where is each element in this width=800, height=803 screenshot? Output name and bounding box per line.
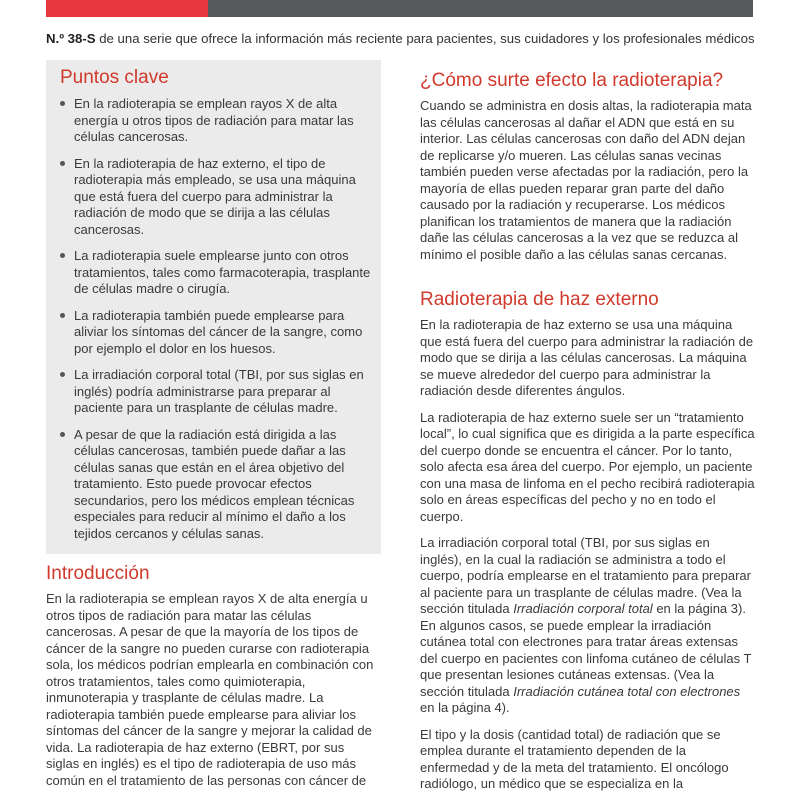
intro-heading: Introducción — [46, 563, 150, 584]
key-point-item — [60, 248, 372, 298]
section-reference-tbi: Irradiación corporal total — [513, 601, 653, 616]
bullet-icon — [60, 372, 65, 377]
key-point-text: La radioterapia suele emplearse junto con otros tratamientos, tales como farmacoterapia, trasplante de células madre o cirugía. — [74, 248, 371, 296]
bullet-icon — [60, 253, 65, 258]
key-point-text: A pesar de que la radiación está dirigida a las células cancerosas, también puede dañar a las células sanas que están en el área objetivo del tratamiento. Esto puede provocar efectos secundarios, pero los médicos emplean técnicas especiales para reducir al mínimo el daño a los tejidos cercanos y células sanas. — [74, 426, 355, 541]
how-it-works-paragraph: Cuando se administra en dosis altas, la radioterapia mata las células cancerosas al dañar el ADN que está en su interior. Las células cancerosas con daño del ADN dejan de replicarse y/o mueren. Las células sanas vecinas también pueden verse afectadas por la radiación, pero la mayoría de ellas pueden reparar gran parte del daño causado por la radiación y recuperarse. Los médicos planifican los tratamientos de manera que la radiación dañe las células cancerosas a la vez que se reduzca al mínimo el posible daño a las células sanas cercanas. — [420, 98, 752, 262]
external-beam-paragraph-1: En la radioterapia de haz externo se usa una máquina que está fuera del cuerpo para administrar la radiación de modo que se dirija a las células cancerosas. La máquina se mueve alrededor del cuerpo para administrar la radiación desde diferentes ángulos. — [420, 317, 754, 398]
series-number: N.º 38-S — [46, 31, 96, 46]
top-bar-red-segment — [46, 0, 208, 17]
external-beam-section — [420, 317, 755, 803]
key-point-text: En la radioterapia se emplean rayos X de alta energía u otros tipos de radiación para matar las células cancerosas. — [74, 96, 354, 144]
external-beam-paragraph-4: El tipo y la dosis (cantidad total) de radiación que se emplea durante el tratamiento dependen de la enfermedad y de la meta del tratamiento. El oncólogo radiólogo, un médico que se especializa en la — [420, 726, 729, 791]
key-point-text: En la radioterapia de haz externo, el tipo de radioterapia más empleado, se usa una máquina que está fuera del cuerpo para administrar la radiación de modo que se dirija a las células cancerosas. — [74, 155, 356, 237]
key-points-box — [46, 60, 381, 554]
bullet-icon — [60, 101, 65, 106]
bullet-icon — [60, 161, 65, 166]
paragraph-text: La irradiación corporal total (TBI, por sus siglas en inglés), en la cual la radiación se administra a todo el cuerpo, podría emplearse en el tratamiento para preparar al paciente para un trasplante de células madre. (Vea la sección titulada — [420, 535, 751, 616]
series-line — [46, 31, 766, 46]
paragraph-text: en la página 4). — [420, 700, 510, 715]
key-point-item — [60, 156, 372, 239]
how-it-works-heading: ¿Cómo surte efecto la radioterapia? — [420, 70, 724, 91]
external-beam-paragraph-2: La radioterapia de haz externo suele ser un “tratamiento local”, lo cual significa que es dirigida a la parte específica del cuerpo donde se encuentra el cáncer. Por lo tanto, solo afecta esa área del cuerpo. Por ejemplo, un paciente con una masa de linfoma en el pecho recibirá radioterapia solo en áreas específicas del pecho y no en todo el cuerpo. — [420, 409, 755, 524]
top-bar-gray-segment — [208, 0, 753, 17]
key-point-text: La irradiación corporal total (TBI, por sus siglas en inglés) podría administrarse para preparar al paciente para un trasplante de células madre. — [74, 367, 364, 415]
top-color-bar — [0, 0, 800, 17]
external-beam-heading: Radioterapia de haz externo — [420, 289, 659, 310]
bullet-icon — [60, 432, 65, 437]
key-point-text: La radioterapia también puede emplearse para aliviar los síntomas del cáncer de la sangre, como por ejemplo el dolor en los huesos. — [74, 307, 363, 356]
key-point-item — [60, 367, 372, 417]
external-beam-paragraph-3 — [420, 535, 755, 717]
paragraph-text: en la página 3). En algunos casos, se puede emplear la irradiación cutánea total con electrones para tratar áreas extensas del cuerpo en pacientes con linfoma cutáneo de células T que presentan lesiones cutáneas extensas. (Vea la sección titulada — [420, 601, 752, 699]
key-point-item — [60, 427, 372, 543]
bullet-icon — [60, 313, 65, 318]
intro-paragraph: En la radioterapia se emplean rayos X de alta energía u otros tipos de radiación para matar las células cancerosas. A pesar de que la mayoría de los tipos de cáncer de la sangre no pueden curarse con radioterapia sola, los médicos podrían emplearla en combinación con otros tratamientos, tales como quimioterapia, inmunoterapia y trasplante de células madre. La radioterapia también puede emplearse para aliviar los síntomas del cáncer de la sangre y mejorar la calidad de vida. La radioterapia de haz externo (EBRT, por sus siglas en inglés) es el tipo de radioterapia de uso más común en el tratamiento de las personas con cáncer de — [46, 591, 374, 788]
series-text: de una serie que ofrece la información más reciente para pacientes, sus cuidadores y los profesionales médicos — [95, 31, 755, 46]
section-reference-electron: Irradiación cutánea total con electrones — [513, 683, 741, 699]
key-points-list — [60, 96, 372, 552]
key-points-title: Puntos clave — [60, 67, 169, 88]
key-point-item — [60, 96, 372, 146]
key-point-item — [60, 308, 372, 358]
